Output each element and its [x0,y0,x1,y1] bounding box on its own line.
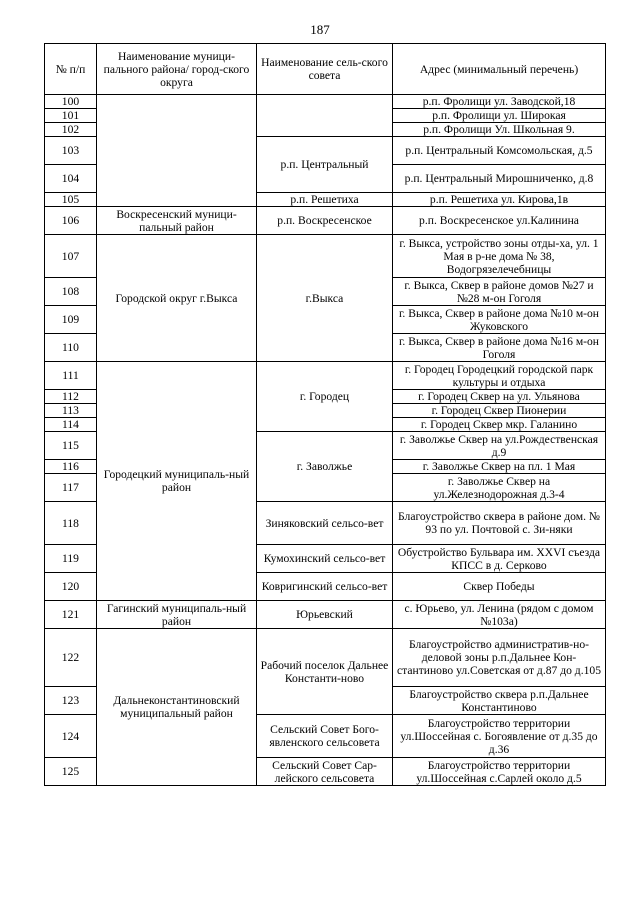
address-cell: г. Городец Городецкий городской парк культуры и отдыха [393,362,606,390]
council-cell: р.п. Воскресенское [257,207,393,235]
address-cell: р.п. Фролищи ул. Заводской,18 [393,95,606,109]
row-number: 106 [45,207,97,235]
address-cell: р.п. Воскресенское ул.Калинина [393,207,606,235]
row-number: 124 [45,715,97,758]
address-cell: Благоустройство территории ул.Шоссейная с.Сарлей около д.5 [393,758,606,786]
row-number: 103 [45,137,97,165]
council-cell: Кумохинский сельсо-вет [257,545,393,573]
row-number: 107 [45,235,97,278]
page-number: 187 [310,22,330,37]
address-cell: Благоустройство сквера в районе дом. № 93 по ул. Почтовой с. Зи-няки [393,502,606,545]
table-row [45,629,606,687]
row-number: 114 [45,418,97,432]
district-cell: Гагинский муниципаль-ный район [97,601,257,629]
row-number: 122 [45,629,97,687]
header-district: Наименование муници-пального района/ город-ского округа [97,44,257,95]
row-number: 112 [45,390,97,404]
district-cell: Городецкий муниципаль-ный район [97,362,257,601]
table-row [45,95,606,109]
council-cell: г. Заволжье [257,432,393,502]
address-cell: р.п. Центральный Комсомольская, д.5 [393,137,606,165]
header-council: Наименование сель-ского совета [257,44,393,95]
row-number: 123 [45,687,97,715]
row-number: 109 [45,306,97,334]
address-cell: Благоустройство территории ул.Шоссейная с. Богоявление от д.35 до д.36 [393,715,606,758]
address-cell: г. Городец Сквер Пионерии [393,404,606,418]
row-number: 119 [45,545,97,573]
address-cell: г. Выкса, Сквер в районе дома №16 м-он Гоголя [393,334,606,362]
address-cell: г. Заволжье Сквер на ул.Рождественская д.9 [393,432,606,460]
council-cell: Сельский Совет Сар-лейского сельсовета [257,758,393,786]
address-cell: г. Городец Сквер мкр. Галанино [393,418,606,432]
row-number: 102 [45,123,97,137]
address-cell: р.п. Фролищи ул. Широкая [393,109,606,123]
council-cell: Юрьевский [257,601,393,629]
row-number: 110 [45,334,97,362]
header-row [45,44,606,95]
council-cell: р.п. Центральный [257,137,393,193]
address-cell: Благоустройство сквера р.п.Дальнее Константиново [393,687,606,715]
registry-table [44,43,606,786]
address-cell: с. Юрьево, ул. Ленина (рядом с домом №103а) [393,601,606,629]
council-cell: Сельский Совет Бого-явленского сельсовета [257,715,393,758]
row-number: 101 [45,109,97,123]
address-cell: г. Заволжье Сквер на ул.Железнодорожная д.3-4 [393,474,606,502]
district-cell: Воскресенский муници-пальный район [97,207,257,235]
council-cell: р.п. Решетиха [257,193,393,207]
address-cell: Благоустройство административ-но-деловой зоны р.п.Дальнее Кон-стантиново ул.Советская от д.87 до д.105 [393,629,606,687]
district-cell [97,95,257,207]
table-row [45,235,606,278]
header-num: № п/п [45,44,97,95]
council-cell: г. Городец [257,362,393,432]
row-number: 125 [45,758,97,786]
row-number: 117 [45,474,97,502]
row-number: 115 [45,432,97,460]
row-number: 116 [45,460,97,474]
address-cell: г. Выкса, Сквер в районе домов №27 и №28 м-он Гоголя [393,278,606,306]
council-cell: Зиняковский сельсо-вет [257,502,393,545]
table-body [45,95,606,786]
row-number: 105 [45,193,97,207]
row-number: 121 [45,601,97,629]
row-number: 118 [45,502,97,545]
council-cell: г.Выкса [257,235,393,362]
address-cell: Сквер Победы [393,573,606,601]
table-row [45,362,606,390]
address-cell: р.п. Решетиха ул. Кирова,1в [393,193,606,207]
header-address: Адрес (минимальный перечень) [393,44,606,95]
council-cell: Ковригинский сельсо-вет [257,573,393,601]
address-cell: Обустройство Бульвара им. XXVI съезда КПСС в д. Серково [393,545,606,573]
address-cell: г. Городец Сквер на ул. Ульянова [393,390,606,404]
table-row [45,207,606,235]
council-cell [257,95,393,137]
address-cell: р.п. Центральный Мирошниченко, д.8 [393,165,606,193]
table-row [45,601,606,629]
district-cell: Городской округ г.Выкса [97,235,257,362]
row-number: 120 [45,573,97,601]
address-cell: р.п. Фролищи Ул. Школьная 9. [393,123,606,137]
row-number: 100 [45,95,97,109]
address-cell: г. Выкса, Сквер в районе дома №10 м-он Жуковского [393,306,606,334]
district-cell: Дальнеконстантиновский муниципальный район [97,629,257,786]
address-cell: г. Заволжье Сквер на пл. 1 Мая [393,460,606,474]
row-number: 113 [45,404,97,418]
address-cell: г. Выкса, устройство зоны отды-ха, ул. 1 Мая в р-не дома № 38, Водогрязелечебницы [393,235,606,278]
row-number: 111 [45,362,97,390]
row-number: 104 [45,165,97,193]
council-cell: Рабочий поселок Дальнее Константи-ново [257,629,393,715]
table-header [45,44,606,95]
row-number: 108 [45,278,97,306]
